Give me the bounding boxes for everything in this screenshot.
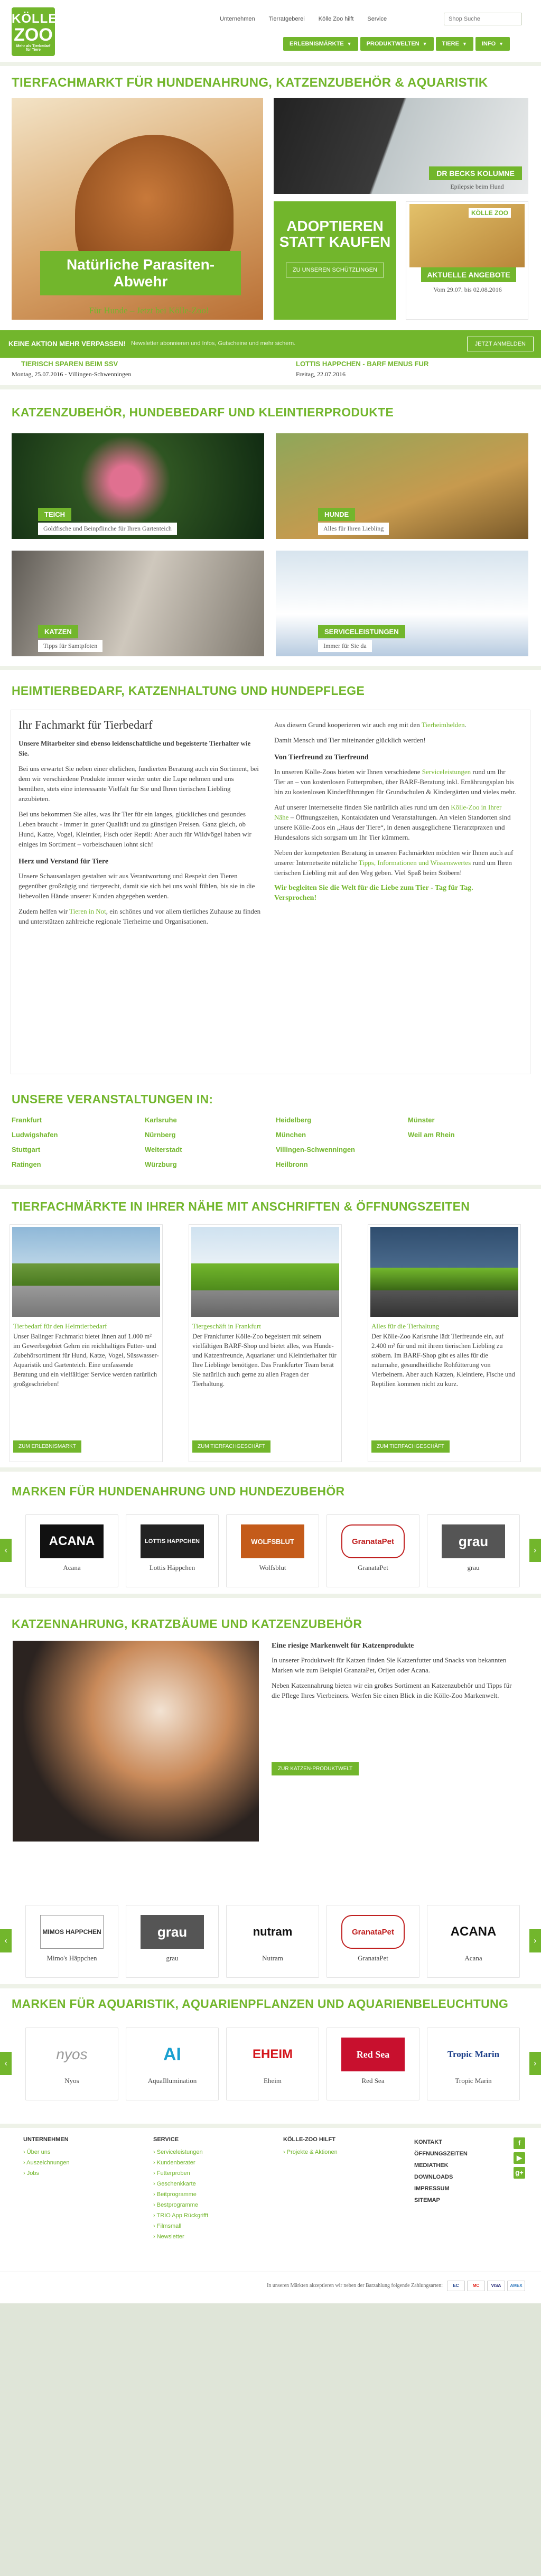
event-city-link[interactable]: München	[276, 1131, 306, 1139]
mainnav-info[interactable]	[475, 37, 510, 51]
zoo-near-you-link[interactable]: Kölle-Zoo in Ihrer Nähe	[274, 803, 502, 821]
info-subheading: Herz und Verstand für Tiere	[18, 858, 109, 866]
koelle-zoo-logo[interactable]	[12, 7, 58, 56]
serviceleistungen-link[interactable]: Serviceleistungen	[422, 768, 471, 776]
footer-link-kontakt[interactable]: KONTAKT	[414, 2139, 442, 2145]
facebook-icon[interactable]: f	[514, 2137, 525, 2149]
event-city-link[interactable]: Heidelberg	[276, 1116, 312, 1124]
adoption-button[interactable]: ZU UNSEREN SCHÜTZLINGEN	[286, 263, 384, 277]
store-button[interactable]: ZUM TIERFACHGESCHÄFT	[192, 1440, 270, 1453]
info-text: .	[464, 721, 467, 729]
category-label: KATZEN	[38, 625, 78, 638]
store-name[interactable]: Tierbedarf für den Heimtierbedarf	[13, 1322, 107, 1330]
tierheimhelden-link[interactable]: Tierheimhelden	[421, 721, 465, 729]
chevron-down-icon: ▼	[462, 41, 467, 47]
category-sub: Alles für Ihren Liebling	[318, 523, 389, 535]
store-photo	[12, 1227, 160, 1317]
brand-logo-eheim: EHEIM	[252, 2047, 293, 2061]
brand-logo-nutram: nutram	[241, 1915, 304, 1949]
logo-line-2: ZOO	[14, 25, 53, 45]
info-text: Neben der kompetenten Beratung in unseren Fachmärkten möchten wir Ihnen auch auf unserer Internetseite nützliche	[274, 849, 514, 867]
category-katzen[interactable]	[12, 551, 264, 656]
topnav-tierratgeberei[interactable]: Tierratgeberei	[268, 16, 305, 22]
newsletter-button[interactable]: JETZT ANMELDEN	[467, 337, 534, 351]
magazine-image	[409, 204, 525, 267]
info-left-column	[18, 720, 262, 932]
logo-tagline: Mehr als Tierbedarf für Tiere	[16, 44, 51, 52]
amex-icon: AMEX	[507, 2281, 525, 2291]
info-subheading: Von Tierfreund zu Tierfreund	[274, 754, 369, 761]
brand-name: Nutram	[262, 1954, 283, 1962]
footer-link[interactable]: › Projekte & Aktionen	[283, 2147, 338, 2157]
brand-name: Wolfsblut	[259, 1564, 286, 1571]
mainnav-produktwelten[interactable]	[360, 37, 434, 51]
info-right-column	[274, 720, 517, 908]
news-teaser-left-date: Montag, 25.07.2016 - Villingen-Schwenningen	[12, 370, 132, 378]
dog-brands-title: MARKEN FÜR HUNDENAHRUNG UND HUNDEZUBEHÖR	[12, 1484, 345, 1498]
brand-name: GranataPet	[358, 1564, 388, 1571]
brand-name: grau	[467, 1564, 480, 1571]
event-city-link[interactable]: Villingen-Schwenningen	[276, 1146, 355, 1154]
hero-main-teaser[interactable]	[12, 98, 263, 320]
category-grid	[12, 433, 529, 666]
info-text: Zudem helfen wir	[18, 907, 68, 915]
mainnav-label: TIERE	[442, 41, 459, 47]
dog-brand-carousel	[0, 1514, 541, 1594]
brand-card[interactable]	[226, 1514, 319, 1587]
cat-section-paragraph: In unserer Produktwelt für Katzen finden Sie Katzenfutter und Snacks von bekannten Marken wie zum Beispiel GranataPet, Orijen oder Acana.	[272, 1656, 507, 1674]
aqua-brands-title: MARKEN FÜR AQUARISTIK, AQUARIENPFLANZEN UND AQUARIENBELEUCHTUNG	[12, 1997, 509, 2011]
info-text: , ein schönes und vor allem tierliches Zuhause zu finden und unterstützen zahlreiche regionale Tierheime und Organisationen.	[18, 907, 261, 925]
categories-title: KATZENZUBEHÖR, HUNDEBEDARF UND KLEINTIERPRODUKTE	[12, 405, 394, 419]
info-text: rund um Ihren tierischen Liebling mit auf den Weg geben. Viel Spaß beim Stöbern!	[274, 859, 512, 877]
category-label: HUNDE	[318, 508, 355, 521]
brand-logo-lottis: LOTTIS HAPPCHEN	[141, 1524, 204, 1558]
footer-link[interactable]: › Serviceleistungen	[153, 2147, 208, 2157]
footer-heading: KÖLLE-ZOO HILFT	[283, 2136, 335, 2143]
stores-title: TIERFACHMÄRKTE IN IHRER NÄHE MIT ANSCHRIFTEN & ÖFFNUNGSZEITEN	[12, 1199, 470, 1213]
store-photo	[370, 1227, 518, 1317]
store-button[interactable]: ZUM ERLEBNISMARKT	[13, 1440, 81, 1453]
event-city-link[interactable]: Heilbronn	[276, 1160, 308, 1168]
cat-section-heading: Eine riesige Markenwelt für Katzenprodukte	[272, 1642, 414, 1650]
ec-card-icon: EC	[447, 2281, 465, 2291]
info-heading: Ihr Fachmarkt für Tierbedarf	[18, 718, 153, 731]
store-cards	[10, 1224, 531, 1467]
logo-line-1: KÖLLE	[12, 12, 58, 26]
magazine-title: KÖLLE ZOO	[469, 208, 511, 218]
cat-section-text	[272, 1641, 520, 1706]
footer-heading: SERVICE	[153, 2136, 179, 2143]
footer-col-quicklinks	[414, 2136, 468, 2206]
event-city-link[interactable]: Würzburg	[145, 1160, 177, 1168]
topnav-service[interactable]: Service	[367, 16, 387, 22]
footer-link-impressum[interactable]: IMPRESSUM	[414, 2186, 450, 2192]
spacer	[0, 2107, 541, 2124]
brand-name: grau	[166, 1954, 179, 1962]
cat-productworld-button[interactable]: ZUR KATZEN-PRODUKTWELT	[272, 1762, 359, 1775]
brand-card[interactable]	[126, 1905, 219, 1978]
footer-link[interactable]: › Futterproben	[153, 2168, 208, 2179]
topnav-unternehmen[interactable]: Unternehmen	[220, 16, 255, 22]
brand-card[interactable]	[427, 1514, 520, 1587]
newsletter-text: Newsletter abonnieren und Infos, Gutscheine und mehr sichern.	[131, 340, 296, 347]
footer-link[interactable]: › TRIO App Rückgrifft	[153, 2210, 208, 2221]
social-links	[514, 2137, 525, 2182]
info-text: – Öffnungszeiten, Kontaktdaten und Veranstaltungen. An vielen Standorten sind unsere Kölle-Zoos ein „Haus der Tiere“, in denen ausgeglichene Tierarztpraxen und Hundesalons sich sorgsam um Ihr Tier kümmern.	[274, 813, 511, 841]
mainnav-tiere[interactable]	[436, 37, 473, 51]
carousel-prev-arrow-icon[interactable]: ‹	[0, 1539, 12, 1562]
event-city-link[interactable]: Frankfurt	[12, 1116, 42, 1124]
brand-logo-ai: AI	[163, 2044, 181, 2064]
events-title: UNSERE VERANSTALTUNGEN IN:	[12, 1092, 213, 1106]
footer	[0, 2124, 541, 2303]
info-paragraph: Bei uns erwartet Sie neben einer ehrlichen, fundierten Beratung auch ein Sortiment, bei dem wir verschiedene Produkte immer wieder unter die Lupe nehmen und uns bemühen, stets eine interessante Vielfalt für Sie und Ihren tierischen Liebling anzubieten.	[18, 765, 259, 803]
payment-text: In unseren Märkten akzeptieren wir neben der Barzahlung folgende Zahlungsarten:	[267, 2283, 443, 2289]
brand-logo-grau: grau	[141, 1915, 204, 1949]
category-serviceleistungen[interactable]	[276, 551, 528, 656]
info-text: Aus diesem Grund kooperieren wir auch eng mit den	[274, 721, 420, 729]
hero-caption: Natürliche Parasiten-Abwehr	[40, 251, 241, 295]
footer-col-hilft	[283, 2136, 338, 2157]
payment-bar	[0, 2272, 541, 2298]
footer-col-unternehmen	[23, 2136, 69, 2179]
brand-name: GranataPet	[358, 1954, 388, 1962]
store-card-karlsruhe	[368, 1224, 521, 1462]
event-city-link[interactable]: Karlsruhe	[145, 1116, 177, 1124]
visa-icon: VISA	[487, 2281, 505, 2291]
brand-logo-wolfsblut: WOLFSBLUT	[241, 1524, 304, 1558]
footer-link[interactable]: › Bestprogramme	[153, 2200, 208, 2210]
cat-section	[8, 1641, 533, 1905]
event-city-link[interactable]: Ludwigshafen	[12, 1131, 58, 1139]
footer-link-mediathek[interactable]: MEDIATHEK	[414, 2162, 449, 2169]
footer-link[interactable]: › Newsletter	[153, 2231, 208, 2242]
topnav-koelle-zoo-hilft[interactable]: Kölle Zoo hilft	[318, 16, 354, 22]
chevron-down-icon: ▼	[422, 41, 427, 47]
store-text: Der Frankfurter Kölle-Zoo begeistert mit seinem vielfältigen BARF-Shop und bietet alles, was Hunde- und Katzenfreunde, Aquarianer und Kleintierhalter für Ihre Lieblinge benötigen. Das Frankfurter Team berät Sie natürlich auch gerne zu allen Fragen der Tierhaltung.	[192, 1333, 337, 1388]
brand-card[interactable]	[126, 2028, 219, 2100]
news-teasers	[0, 358, 541, 385]
brand-logo-nyos: nyos	[56, 2046, 88, 2062]
event-city-link[interactable]: Nürnberg	[145, 1131, 176, 1139]
hero-section	[12, 98, 529, 330]
news-teaser-right-date: Freitag, 22.07.2016	[296, 370, 346, 378]
brand-name: Nyos	[64, 2077, 79, 2085]
mainnav-erlebnismaerkte[interactable]	[283, 37, 358, 51]
carousel-prev-arrow-icon[interactable]: ‹	[0, 1929, 12, 1952]
chevron-down-icon: ▼	[347, 41, 352, 47]
divider	[0, 1594, 541, 1598]
info-text-box	[11, 710, 530, 1074]
divider	[0, 1984, 541, 1988]
newsletter-title: KEINE AKTION MEHR VERPASSEN!	[8, 340, 126, 348]
brand-logo-grau: grau	[442, 1524, 505, 1558]
footer-link[interactable]: › Kundenberater	[153, 2157, 208, 2168]
category-sub: Goldfische und Beinpflinche für Ihren Gartenteich	[38, 523, 177, 535]
brand-name: Mimo's Häppchen	[46, 1954, 97, 1962]
hero-subcaption: Für Hunde – Jetzt bei Kölle-Zoo!	[89, 305, 209, 315]
info-closing: Wir begleiten Sie die Welt für die Liebe zum Tier - Tag für Tag. Versprochen!	[274, 884, 473, 902]
category-sub: Tipps für Samtpfoten	[38, 640, 102, 652]
brand-logo-granatapet: GranataPet	[341, 1915, 405, 1949]
dr-becks-tile[interactable]	[274, 98, 528, 194]
brand-card[interactable]	[226, 2028, 319, 2100]
divider	[0, 666, 541, 670]
aqua-brand-carousel	[0, 2028, 541, 2107]
footer-link[interactable]: › Beitprogramme	[153, 2189, 208, 2200]
dr-becks-label: DR BECKS KOLUMNE	[429, 166, 522, 180]
adoption-heading: ADOPTIEREN STATT KAUFEN	[279, 218, 391, 250]
mainnav-label: ERLEBNISMÄRKTE	[290, 41, 344, 47]
info-paragraph: Unsere Schausanlagen gestalten wir aus Verantwortung und Respekt den Tieren gegenüber großzügig und tiergerecht, damit sie sich bei uns wohl fühlen, bis sie in die liebevollen Hände unserer Kunden abgegeben werden.	[18, 872, 255, 900]
dr-becks-sub: Epilepsie beim Hund	[450, 183, 504, 190]
store-photo	[191, 1227, 339, 1317]
footer-heading: UNTERNEHMEN	[23, 2136, 69, 2143]
news-teaser-left[interactable]: TIERISCH SPAREN BEIM SSV	[21, 360, 118, 368]
search-input[interactable]	[444, 13, 522, 25]
divider	[0, 385, 541, 389]
brand-card[interactable]	[126, 1514, 219, 1587]
store-card-balingen	[10, 1224, 163, 1462]
brand-card[interactable]	[25, 1905, 118, 1978]
brand-logo-acana: ACANA	[40, 1524, 104, 1558]
footer-link[interactable]: › Über uns	[23, 2147, 69, 2157]
main-navigation	[283, 37, 510, 51]
event-city-link[interactable]: Münster	[408, 1116, 435, 1124]
info-paragraph: Damit Mensch und Tier miteinander glücklich werden!	[274, 736, 426, 744]
chevron-down-icon: ▼	[499, 41, 504, 47]
divider	[0, 1467, 541, 1472]
info-lead: Unsere Mitarbeiter sind ebenso leidenschaftliche und begeisterte Tierhalter wie Sie.	[18, 739, 251, 757]
adoption-tile	[274, 201, 396, 320]
carousel-next-arrow-icon[interactable]: ›	[529, 2052, 541, 2075]
brand-logo-acana: ACANA	[442, 1915, 505, 1949]
store-name[interactable]: Alles für die Tierhaltung	[371, 1322, 440, 1330]
brand-card[interactable]	[327, 1905, 419, 1978]
store-text: Der Kölle-Zoo Karlsruhe lädt Tierfreunde ein, auf 2.400 m² für und mit ihrem tierischen Liebling zu stöbern. Im BARF-Shop gibt es alles für die naturnahe, gesundheitliche Rohfütterung von Vierbeinern. Aber auch Katzen, Kleintiere, Fische und Reptilien kommen nicht zu kurz.	[371, 1333, 515, 1388]
info-text: In unseren Kölle-Zoos bieten wir Ihnen verschiedene	[274, 768, 421, 776]
carousel-next-arrow-icon[interactable]: ›	[529, 1929, 541, 1952]
event-city-link[interactable]: Weil am Rhein	[408, 1131, 455, 1139]
brand-card[interactable]	[25, 2028, 118, 2100]
category-label: TEICH	[38, 508, 71, 521]
carousel-next-arrow-icon[interactable]: ›	[529, 1539, 541, 1562]
youtube-icon[interactable]: ▶	[514, 2152, 525, 2164]
footer-col-service	[153, 2136, 208, 2242]
footer-link-sitemap[interactable]: SITEMAP	[414, 2197, 440, 2203]
brand-logo-tropicmarin: Tropic Marin	[447, 2049, 500, 2059]
brand-card[interactable]	[226, 1905, 319, 1978]
footer-link-downloads[interactable]: DOWNLOADS	[414, 2174, 453, 2180]
header	[0, 0, 541, 66]
events-city-list	[12, 1116, 529, 1185]
category-hunde[interactable]	[276, 433, 528, 539]
brand-logo-mimos: MIMOS HAPPCHEN	[40, 1915, 104, 1949]
store-card-frankfurt	[189, 1224, 342, 1462]
brand-card[interactable]	[427, 2028, 520, 2100]
brand-logo-granatapet: GranataPet	[341, 1524, 405, 1558]
brand-name: Tropic Marin	[455, 2077, 492, 2085]
event-city-link[interactable]: Ratingen	[12, 1160, 41, 1168]
top-navigation	[220, 16, 387, 22]
brand-name: Acana	[63, 1564, 81, 1571]
brand-name: Acana	[464, 1954, 482, 1962]
category-teich[interactable]	[12, 433, 264, 539]
newsletter-bar	[0, 330, 541, 358]
offers-label: AKTUELLE ANGEBOTE	[421, 267, 516, 282]
brand-name: Eheim	[264, 2077, 282, 2085]
brand-card[interactable]	[327, 1514, 419, 1587]
category-sub: Immer für Sie da	[318, 640, 372, 652]
brand-logo-redsea: Red Sea	[341, 2038, 405, 2071]
info-text: Auf unserer Internetseite finden Sie natürlich alles rund um den	[274, 803, 450, 811]
brand-card[interactable]	[327, 2028, 419, 2100]
divider	[0, 1185, 541, 1189]
cat-brand-carousel	[0, 1905, 541, 1984]
offers-sub: Vom 29.07. bis 02.08.2016	[433, 286, 502, 293]
brand-card[interactable]	[25, 1514, 118, 1587]
mastercard-icon: MC	[467, 2281, 485, 2291]
news-teaser-right[interactable]: LOTTIS HAPPCHEN - BARF MENUS FUR	[296, 360, 429, 368]
footer-link[interactable]: › Jobs	[23, 2168, 69, 2179]
mainnav-label: PRODUKTWELTEN	[366, 41, 419, 47]
woman-with-cat-image	[13, 1641, 259, 1842]
store-button[interactable]: ZUM TIERFACHGESCHÄFT	[371, 1440, 450, 1453]
info-paragraph: Bei uns bekommen Sie alles, was Ihr Tier für ein langes, glückliches und gesundes Leben braucht - immer in guter Qualität und zu günstigen Preisen. Ganz gleich, ob Hund, Katze, Vogel, Kleintier, Fisch oder Reptil: Aber auch für Wildvögel haben wir einiges im Sortiment – vorbeischauen lohnt sich!	[18, 810, 251, 848]
cat-section-title: KATZENNAHRUNG, KRATZBÄUME UND KATZENZUBEHÖR	[12, 1617, 362, 1631]
footer-link[interactable]: › Filmsmall	[153, 2221, 208, 2231]
store-name[interactable]: Tiergeschäft in Frankfurt	[192, 1322, 261, 1330]
tipps-link[interactable]: Tipps, Informationen und Wissenswertes	[358, 859, 471, 867]
brand-name: Lottis Häppchen	[149, 1564, 195, 1571]
brand-name: AquaIllumination	[147, 2077, 197, 2085]
brand-name: Red Sea	[361, 2077, 385, 2085]
store-text: Unser Balinger Fachmarkt bietet Ihnen auf 1.000 m² im Gewerbegebiet Gehrn ein reichhaltiges Futter- und Zubehörsortiment für Hund, Katze, Vogel, Süsswasser-Aquaristik und Gartenteich. Eine umfassende Beratung und ein vielfältiger Service werden natürlich großgeschrieben!	[13, 1333, 159, 1388]
info-text: rund um Ihr Tier an – von kostenlosen Futterproben, über BARF-Beratung inkl. Ernährungsplan bis hin zu kostenlosen Kinderführungen für Grundschulen & Kindergärten und vieles mehr.	[274, 768, 516, 796]
footer-link-oeffnungszeiten[interactable]: ÖFFNUNGSZEITEN	[414, 2151, 468, 2157]
offers-tile[interactable]	[406, 201, 528, 320]
google-plus-icon[interactable]: g+	[514, 2167, 525, 2179]
carousel-prev-arrow-icon[interactable]: ‹	[0, 2052, 12, 2075]
footer-link[interactable]: › Auszeichnungen	[23, 2157, 69, 2168]
category-label: SERVICELEISTUNGEN	[318, 625, 405, 638]
event-city-link[interactable]: Weiterstadt	[145, 1146, 182, 1154]
mainnav-label: INFO	[481, 41, 496, 47]
cat-section-paragraph: Neben Katzennahrung bieten wir ein großes Sortiment an Katzenzubehör und Tipps für die Pflege Ihres Vierbeiners. Werfen Sie einen Blick in die Kölle-Zoo Markenwelt.	[272, 1681, 512, 1699]
footer-link[interactable]: › Geschenkkarte	[153, 2179, 208, 2189]
info-title: HEIMTIERBEDARF, KATZENHALTUNG UND HUNDEPFLEGE	[12, 684, 365, 698]
tieren-in-not-link[interactable]: Tieren in Not	[69, 907, 106, 915]
hero-title: TIERFACHMARKT FÜR HUNDENAHRUNG, KATZENZUBEHÖR & AQUARISTIK	[12, 76, 488, 90]
event-city-link[interactable]: Stuttgart	[12, 1146, 41, 1154]
brand-card[interactable]	[427, 1905, 520, 1978]
